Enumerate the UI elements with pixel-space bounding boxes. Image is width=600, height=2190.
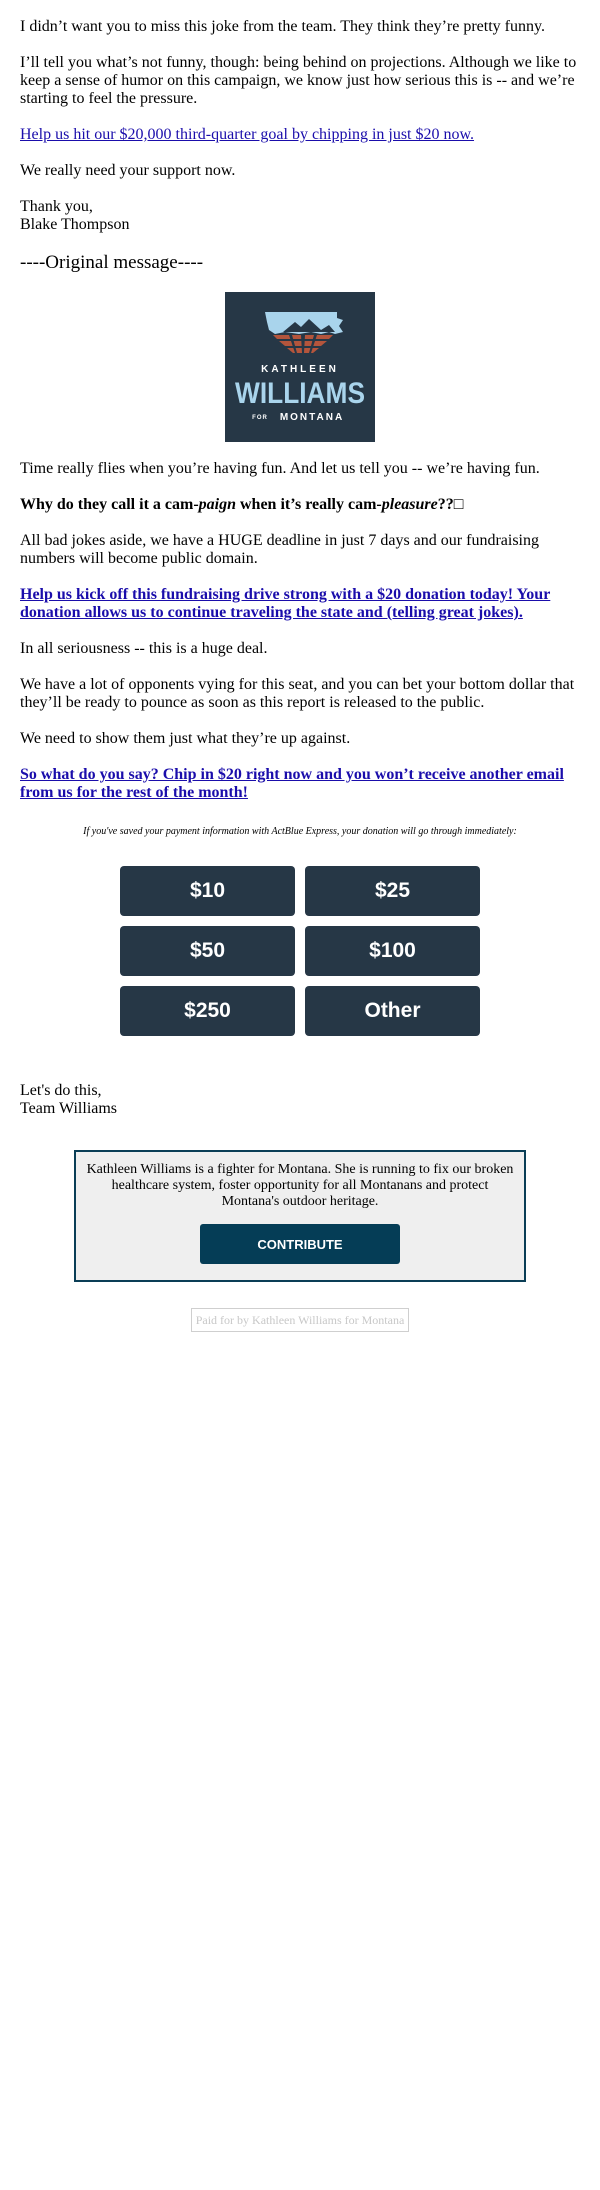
support-paragraph: We really need your support now. bbox=[20, 162, 236, 179]
campaign-footer-box bbox=[74, 1150, 526, 1282]
logo-for: FOR bbox=[252, 415, 268, 421]
donation-amount-grid bbox=[120, 866, 480, 1036]
emoji-icon: □ bbox=[453, 496, 464, 513]
opponents-paragraph: We have a lot of opponents vying for this seat, and you can bet your bottom dollar that they’ll be ready to pounce as soon as this report is released to the public. bbox=[20, 676, 575, 711]
team-signature: Team Williams bbox=[20, 1100, 118, 1117]
paid-for-disclaimer: Paid for by Kathleen Williams for Montana bbox=[191, 1308, 410, 1332]
closing-lets-do-this: Let's do this, bbox=[20, 1082, 102, 1099]
campaign-blurb: Kathleen Williams is a fighter for Montana. She is running to fix our broken healthcare system, foster opportunity for all Montanans and protect Montana's outdoor heritage. bbox=[86, 1162, 514, 1209]
show-them-paragraph: We need to show them just what they’re up against. bbox=[20, 730, 351, 747]
intro-paragraph: I didn’t want you to miss this joke from the team. They think they’re pretty funny. bbox=[20, 18, 545, 35]
contribute-button[interactable]: CONTRIBUTE bbox=[200, 1224, 400, 1264]
seriousness-paragraph: In all seriousness -- this is a huge deal. bbox=[20, 640, 268, 657]
donate-10-button[interactable]: $10 bbox=[120, 866, 295, 916]
signer-name: Blake Thompson bbox=[20, 216, 130, 233]
donate-25-button[interactable]: $25 bbox=[305, 866, 480, 916]
donation-drive-link[interactable]: Help us kick off this fundraising drive strong with a $20 donation today! Your donation allows us to continue traveling the state and (telling great jokes). bbox=[20, 586, 551, 621]
logo-state: MONTANA bbox=[279, 412, 345, 423]
donate-100-button[interactable]: $100 bbox=[305, 926, 480, 976]
donate-250-button[interactable]: $250 bbox=[120, 986, 295, 1036]
projections-paragraph: I’ll tell you what’s not funny, though: being behind on projections. Although we like to keep a sense of humor on this campaign, we know just how serious this is -- and we’re starting to feel the pressure. bbox=[20, 54, 577, 107]
goal-link[interactable]: Help us hit our $20,000 third-quarter goal by chipping in just $20 now. bbox=[20, 126, 475, 143]
logo-line1: KATHLEEN bbox=[261, 364, 339, 375]
chip-in-link[interactable]: So what do you say? Chip in $20 right now and you won’t receive another email from us for the rest of the month! bbox=[20, 766, 564, 801]
fun-paragraph: Time really flies when you’re having fun. And let us tell you -- we’re having fun. bbox=[20, 460, 540, 477]
joke-line: Why do they call it a cam-paign when it’s really cam-pleasure??□ bbox=[20, 496, 464, 513]
campaign-logo bbox=[225, 292, 375, 442]
logo-line2: WILLIAMS bbox=[235, 377, 365, 410]
actblue-note: If you've saved your payment information with ActBlue Express, your donation will go through immediately: bbox=[83, 826, 517, 837]
original-message-header: ----Original message---- bbox=[20, 252, 204, 273]
donate-other-button[interactable]: Other bbox=[305, 986, 480, 1036]
donate-50-button[interactable]: $50 bbox=[120, 926, 295, 976]
deadline-paragraph: All bad jokes aside, we have a HUGE deadline in just 7 days and our fundraising numbers will become public domain. bbox=[20, 532, 539, 567]
closing-thank-you: Thank you, bbox=[20, 198, 93, 215]
montana-logo-icon bbox=[225, 292, 375, 442]
